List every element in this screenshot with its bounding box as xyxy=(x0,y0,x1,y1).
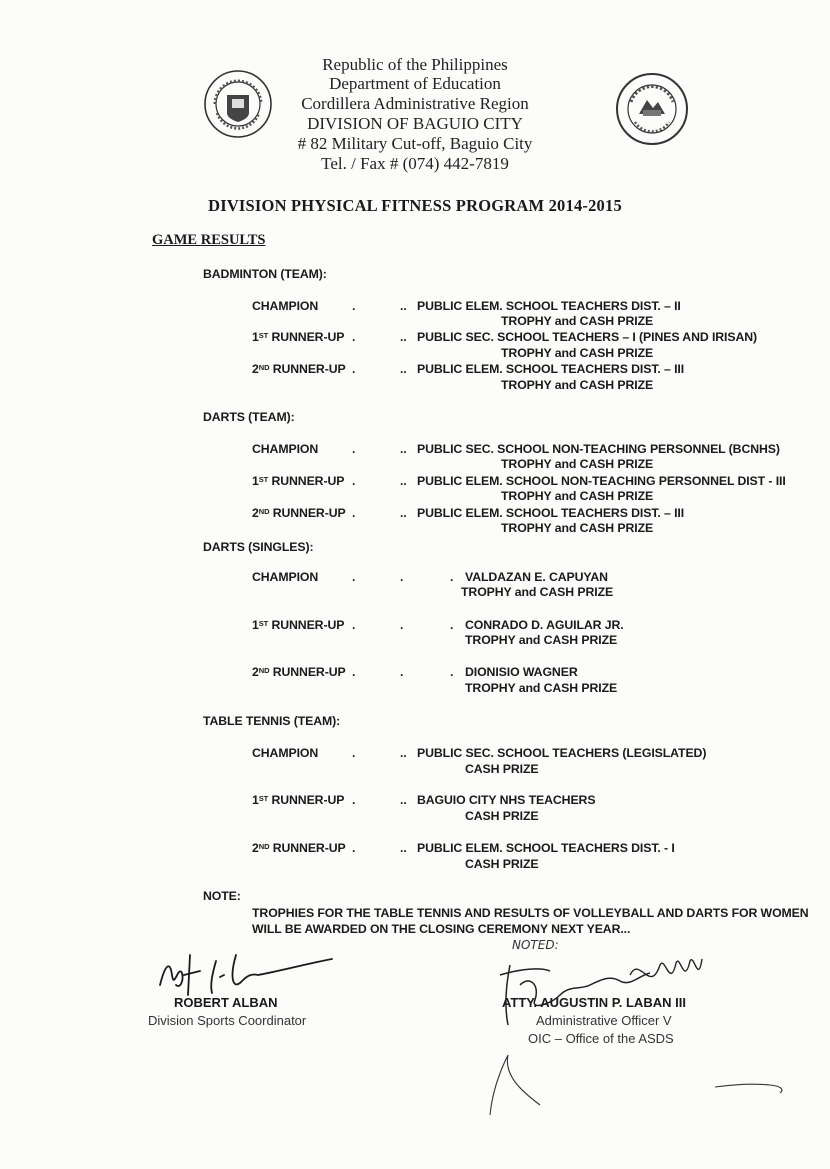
table-tennis-champion-winner: PUBLIC SEC. SCHOOL TEACHERS (LEGISLATED) xyxy=(417,746,707,760)
leader-dot: . xyxy=(352,330,356,344)
leader-dot: . xyxy=(400,665,404,679)
leader-dot: . xyxy=(450,570,454,584)
place-champion: CHAMPION xyxy=(252,442,319,456)
place-sup: ST xyxy=(258,619,269,628)
place-rest: RUNNER-UP xyxy=(269,506,346,520)
place-rest: RUNNER-UP xyxy=(269,362,346,376)
table-tennis-first-winner: BAGUIO CITY NHS TEACHERS xyxy=(417,793,596,807)
table-tennis-second-winner: PUBLIC ELEM. SCHOOL TEACHERS DIST. - I xyxy=(417,841,675,855)
place-num: 1 xyxy=(252,793,259,807)
note-text xyxy=(252,905,812,937)
note-label: NOTE: xyxy=(203,889,241,903)
right-signatory-title-1: Administrative Officer V xyxy=(536,1013,672,1028)
place-sup: ND xyxy=(258,842,270,851)
document-title: DIVISION PHYSICAL FITNESS PROGRAM 2014-2015 xyxy=(208,196,622,215)
badminton-champion-prize: TROPHY and CASH PRIZE xyxy=(501,314,654,328)
place-first-runner-up xyxy=(252,330,344,344)
leader-dots: .. xyxy=(400,299,407,313)
badminton-second-winner: PUBLIC ELEM. SCHOOL TEACHERS DIST. – III xyxy=(417,362,685,376)
darts-team-first-winner: PUBLIC ELEM. SCHOOL NON-TEACHING PERSONNEL DIST - III xyxy=(417,474,786,488)
darts-singles-second-winner: DIONISIO WAGNER xyxy=(465,665,578,679)
leader-dot: . xyxy=(352,299,356,313)
place-num: 2 xyxy=(252,506,259,520)
leader-dot: . xyxy=(400,618,404,632)
place-rest: RUNNER-UP xyxy=(268,618,345,632)
place-sup: ND xyxy=(258,666,270,675)
signature-robert-alban-icon xyxy=(150,945,340,1000)
leader-dot: . xyxy=(352,618,356,632)
leader-dot: . xyxy=(450,618,454,632)
right-signatory-title-2: OIC – Office of the ASDS xyxy=(528,1031,674,1046)
place-champion: CHAMPION xyxy=(252,299,319,313)
header-line-republic: Republic of the Philippines xyxy=(322,55,508,74)
darts-singles-champion-winner: VALDAZAN E. CAPUYAN xyxy=(465,570,608,584)
right-signatory-name: ATTY. AUGUSTIN P. LABAN III xyxy=(502,995,686,1010)
table-tennis-champion-prize: CASH PRIZE xyxy=(465,762,539,776)
place-second-runner-up xyxy=(252,841,346,855)
leader-dot: . xyxy=(352,665,356,679)
leader-dot: . xyxy=(352,506,356,520)
leader-dot: . xyxy=(352,362,356,376)
place-num: 2 xyxy=(252,841,259,855)
place-rest: RUNNER-UP xyxy=(268,474,345,488)
badminton-champion-winner: PUBLIC ELEM. SCHOOL TEACHERS DIST. – II xyxy=(417,299,681,313)
place-sup: ST xyxy=(258,331,269,340)
darts-singles-second-prize: TROPHY and CASH PRIZE xyxy=(465,681,618,695)
note-line-1: TROPHIES FOR THE TABLE TENNIS AND RESULTS OF VOLLEYBALL AND DARTS FOR WOMEN xyxy=(252,906,809,920)
place-sup: ST xyxy=(258,475,269,484)
darts-team-champion-winner: PUBLIC SEC. SCHOOL NON-TEACHING PERSONNEL (BCNHS) xyxy=(417,442,780,456)
category-darts-team: DARTS (TEAM): xyxy=(203,410,295,424)
leader-dot: . xyxy=(352,841,356,855)
note-line-2: WILL BE AWARDED ON THE CLOSING CEREMONY NEXT YEAR... xyxy=(252,922,631,936)
place-sup: ND xyxy=(258,363,270,372)
noted-label: NOTED: xyxy=(512,938,559,952)
table-tennis-first-prize: CASH PRIZE xyxy=(465,809,539,823)
place-sup: ND xyxy=(258,507,270,516)
place-first-runner-up xyxy=(252,618,344,632)
category-darts-singles: DARTS (SINGLES): xyxy=(203,540,314,554)
darts-singles-champion-prize: TROPHY and CASH PRIZE xyxy=(461,585,614,599)
leader-dot: . xyxy=(352,793,356,807)
darts-singles-first-prize: TROPHY and CASH PRIZE xyxy=(465,633,618,647)
darts-team-champion-prize: TROPHY and CASH PRIZE xyxy=(501,457,654,471)
table-tennis-second-prize: CASH PRIZE xyxy=(465,857,539,871)
badminton-first-winner: PUBLIC SEC. SCHOOL TEACHERS – I (PINES AND IRISAN) xyxy=(417,330,758,344)
place-second-runner-up xyxy=(252,362,346,376)
header-line-region: Cordillera Administrative Region xyxy=(301,94,529,113)
place-num: 1 xyxy=(252,474,259,488)
header-line-division: DIVISION OF BAGUIO CITY xyxy=(307,114,523,133)
category-table-tennis-team: TABLE TENNIS (TEAM): xyxy=(203,714,341,728)
place-num: 1 xyxy=(252,618,259,632)
badminton-first-prize: TROPHY and CASH PRIZE xyxy=(501,346,654,360)
category-badminton-team: BADMINTON (TEAM): xyxy=(203,267,327,281)
leader-dots: .. xyxy=(400,474,407,488)
place-first-runner-up xyxy=(252,474,344,488)
leader-dot: . xyxy=(352,474,356,488)
place-champion: CHAMPION xyxy=(252,570,319,584)
place-num: 1 xyxy=(252,330,259,344)
leader-dots: .. xyxy=(400,841,407,855)
place-first-runner-up xyxy=(252,793,344,807)
place-second-runner-up xyxy=(252,506,346,520)
leader-dots: .. xyxy=(400,793,407,807)
place-champion: CHAMPION xyxy=(252,746,319,760)
darts-team-first-prize: TROPHY and CASH PRIZE xyxy=(501,489,654,503)
header-line-address: # 82 Military Cut-off, Baguio City xyxy=(297,134,533,153)
leader-dot: . xyxy=(352,442,356,456)
place-rest: RUNNER-UP xyxy=(268,330,345,344)
leader-dots: .. xyxy=(400,746,407,760)
leader-dots: .. xyxy=(400,506,407,520)
left-signatory-title: Division Sports Coordinator xyxy=(148,1013,307,1028)
darts-team-second-winner: PUBLIC ELEM. SCHOOL TEACHERS DIST. – III xyxy=(417,506,685,520)
game-results-heading: GAME RESULTS xyxy=(152,232,266,248)
badminton-second-prize: TROPHY and CASH PRIZE xyxy=(501,378,654,392)
place-num: 2 xyxy=(252,665,259,679)
place-num: 2 xyxy=(252,362,259,376)
header-line-department: Department of Education xyxy=(329,74,501,93)
leader-dots: .. xyxy=(400,442,407,456)
leader-dots: .. xyxy=(400,330,407,344)
darts-team-second-prize: TROPHY and CASH PRIZE xyxy=(501,521,654,535)
leader-dot: . xyxy=(352,570,356,584)
leader-dot: . xyxy=(450,665,454,679)
place-second-runner-up xyxy=(252,665,346,679)
header-line-telephone: Tel. / Fax # (074) 442-7819 xyxy=(321,154,509,173)
darts-singles-first-winner: CONRADO D. AGUILAR JR. xyxy=(465,618,624,632)
leader-dot: . xyxy=(400,570,404,584)
left-signatory-name: ROBERT ALBAN xyxy=(174,995,278,1010)
place-rest: RUNNER-UP xyxy=(268,793,345,807)
leader-dot: . xyxy=(352,746,356,760)
place-rest: RUNNER-UP xyxy=(269,841,346,855)
place-rest: RUNNER-UP xyxy=(269,665,346,679)
leader-dots: .. xyxy=(400,362,407,376)
place-sup: ST xyxy=(258,794,269,803)
